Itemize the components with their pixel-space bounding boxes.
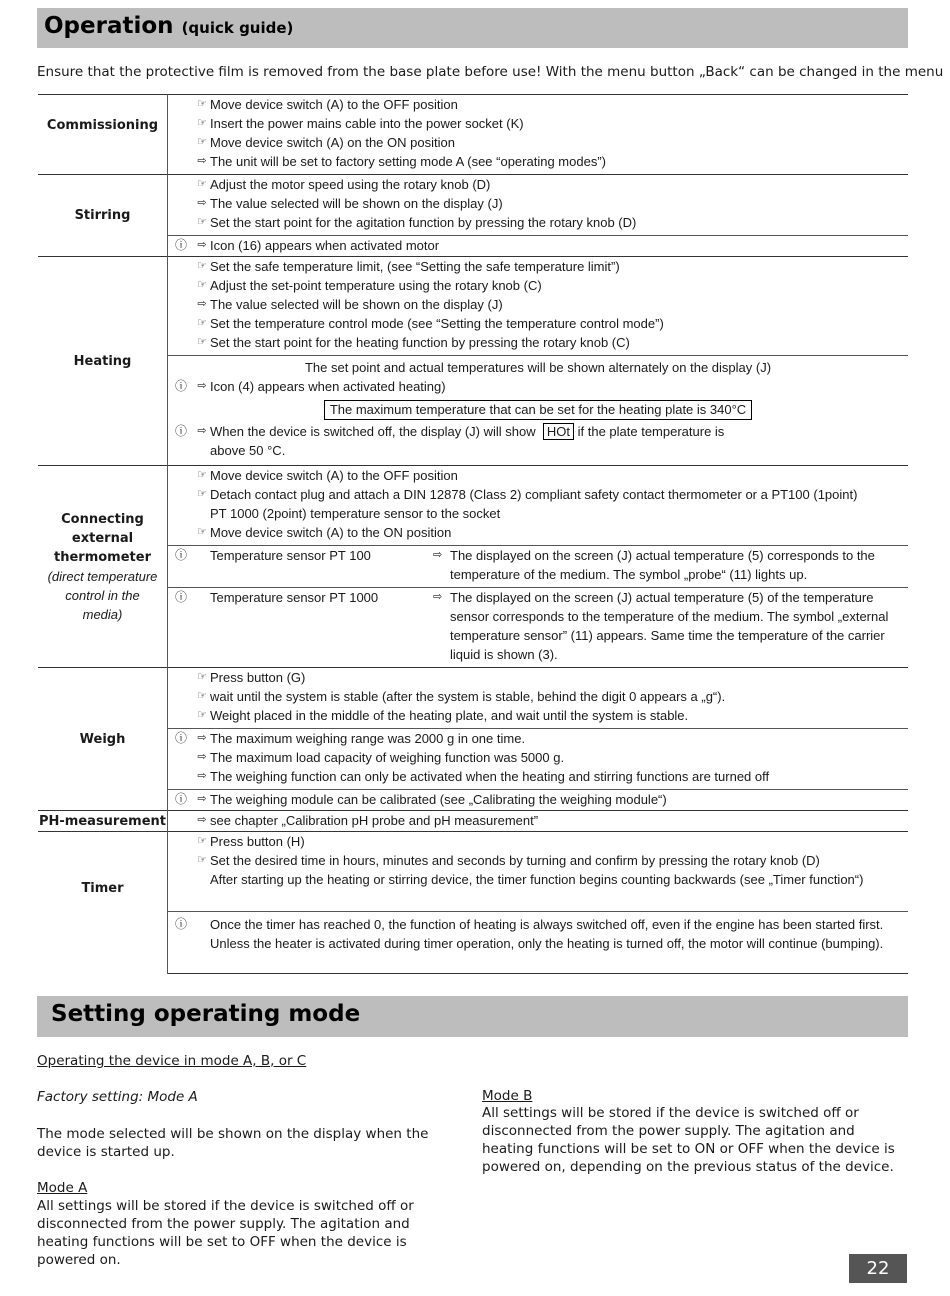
- arrow-icon: ⇨: [197, 155, 207, 167]
- info-icon: ⓘ: [175, 590, 188, 604]
- section-header-operation: [37, 8, 908, 48]
- hot-indicator: HOt: [543, 423, 574, 440]
- info-icon: ⓘ: [175, 917, 188, 931]
- hand-icon: ☞: [197, 178, 207, 190]
- mode-a-title: Mode A: [37, 1180, 88, 1196]
- mode-subheading: Operating the device in mode A, B, or C: [37, 1053, 307, 1069]
- alternate-display-note: The set point and actual temperatures will be shown alternately on the display (J): [304, 360, 772, 375]
- info-icon: ⓘ: [175, 792, 188, 806]
- category-label: Heating: [38, 257, 168, 466]
- hand-icon: ☞: [197, 216, 207, 228]
- hand-icon: ☞: [197, 469, 207, 481]
- hand-icon: ☞: [197, 526, 207, 538]
- arrow-icon: ⇨: [197, 814, 207, 826]
- hand-icon: ☞: [197, 98, 207, 110]
- section-title: Setting operating mode: [51, 1001, 361, 1027]
- pt1000-label: Temperature sensor PT 1000: [210, 590, 379, 605]
- hand-icon: ☞: [197, 260, 207, 272]
- section-title: Operation: [44, 13, 174, 39]
- category-label: Timer: [38, 832, 168, 974]
- arrow-icon: ⇨: [433, 549, 443, 561]
- row-weigh: Weigh ☞ Press button (G) ☞ wait until the system is stable (after the system is stable, behind the digit 0 appears a „g“). ☞ Weight placed in the middle of the heating plate, and wait until the system is stable.: [38, 668, 908, 729]
- display-note: The mode selected will be shown on the display when the device is started up.: [37, 1126, 429, 1160]
- arrow-icon: ⇨: [197, 770, 207, 782]
- mode-b-text: All settings will be stored if the device is switched off or disconnected from the power supply. The agitation and heating functions will be set to ON or OFF when the device is powered on, depending on the previous status of the device.: [482, 1105, 895, 1175]
- category-label: PH-measurement: [38, 811, 168, 832]
- info-icon: ⓘ: [175, 731, 188, 745]
- arrow-icon: ⇨: [197, 298, 207, 310]
- info-icon: ⓘ: [175, 379, 188, 393]
- max-temperature-box: The maximum temperature that can be set for the heating plate is 340°C: [324, 400, 752, 420]
- intro-text: Ensure that the protective film is removed from the base plate before use! With the menu button „Back“ can be changed in the menu: [37, 64, 944, 80]
- arrow-icon: ⇨: [433, 591, 443, 603]
- section-subtitle: (quick guide): [181, 19, 294, 37]
- row-timer: Timer ☞ Press button (H) ☞ Set the desired time in hours, minutes and seconds by turning and confirm by pressing the rotary knob (D) After starting up the heating or stirring device, the timer function begins counting backwards (see „Timer function“): [38, 832, 908, 912]
- page-number: 22: [849, 1254, 907, 1283]
- hand-icon: ☞: [197, 136, 207, 148]
- arrow-icon: ⇨: [197, 197, 207, 209]
- hand-icon: ☞: [197, 488, 207, 500]
- hand-icon: ☞: [197, 117, 207, 129]
- quick-guide-table: Commissioning ☞ Move device switch (A) to the OFF position ☞ Insert the power mains cable into the power socket (K) ☞ Move device switch (A) on the ON position ⇨ The unit will be set to factory setting mode A (see “operating modes”) Stirring ☞ Adjust the motor speed using the rotary knob (D) ⇨ The value selected will be shown on the display (J) ☞ Set the start point for the agitation function by pressing the rotary knob (D) ⓘ ⇨ Icon (16) appears when activated motor Heating ☞ Set the safe temperature limit, (see “Setting the safe temperature limit”) ☞ Adjust the set-point temperature using the rotary knob (C) ⇨ The value selected will be shown on the display (J) ☞ Set the temperature control mode (see “Setting the temperature control mode”) ☞ Set the start point for the heating function by pressing the rotary knob (C) The set point and actual temperatures will be shown alternately on the display (J) ⓘ ⇨ Icon (4) appears when activated heating) The maximum temperature that can be set for the heating plate is 340°C ⓘ ⇨ When the device is switched off, the display (J) will show HOt if the plate temperature is above 50 °C. Connecting external thermometer (direct temperature control in the media) ☞ Move device switch (A) to the OFF position ☞ Detach contact plug and attach a DIN 12878 (Class 2) compliant safety contact thermometer or a PT100 (1point) PT 1000 (2point) temperature sensor to the socket ☞ Move device switch (A) to the ON position ⓘ Temperature sensor PT 100 ⇨ The displayed on the screen (J) actual temperature (5) corresponds to the temperature of the medium. The symbol „probe“ (11) lights up. ⓘ Temperature sensor PT 1000 ⇨ The displayed on the screen (J) actual temperature (5) of the temperature sensor corresponds to the temperature of the medium. The symbol „external temperature sensor” (11) appears. Same time the temperature of the carrier liquid is shown (3). Weigh ☞ Press button (G) ☞ wait until the system is stable (after the system is stable, behind the digit 0 appears a „g“). ☞ Weight placed in the middle of the heating plate, and wait until the system is stable. ⓘ ⇨ The maximum weighing range was 2000 g in one time. ⇨ The maximum load capacity of weighing function was 5000 g. ⇨ The weighing function can only be activated when the heating and stirring functions are turned off ⓘ ⇨ The weighing module can be calibrated (see „Calibrating the weighing module“) PH-measurement ⇨ see chapter „Calibration pH probe and pH measurement” Timer ☞ Press button (H) ☞ Set the desired time in hours, minutes and seconds by turning and confirm by pressing the rotary knob (D) After starting up the heating or stirring device, the timer function begins counting backwards (see „Timer function“) ⓘ Once the timer has reached 0, the function of heating is always switched off, even if the engine has been started first. Unless the heater is activated during timer operation, only the heating is turned off, the motor will continue (bumping).: [38, 94, 908, 974]
- info-icon: ⓘ: [175, 548, 188, 562]
- hand-icon: ☞: [197, 279, 207, 291]
- mode-a-text: All settings will be stored if the device is switched off or disconnected from the power supply. The agitation and heating functions will be set to OFF when the device is powered on.: [37, 1198, 414, 1268]
- category-label: Weigh: [38, 668, 168, 811]
- hand-icon: ☞: [197, 690, 207, 702]
- hand-icon: ☞: [197, 835, 207, 847]
- category-label: Connecting external thermometer (direct temperature control in the media): [38, 466, 168, 668]
- row-commissioning: Commissioning ☞ Move device switch (A) to the OFF position ☞ Insert the power mains cable into the power socket (K) ☞ Move device switch (A) on the ON position ⇨ The unit will be set to factory setting mode A (see “operating modes”): [38, 95, 908, 175]
- arrow-icon: ⇨: [197, 239, 207, 251]
- arrow-icon: ⇨: [197, 793, 207, 805]
- factory-setting: Factory setting: Mode A: [37, 1089, 198, 1105]
- arrow-icon: ⇨: [197, 425, 207, 437]
- row-ph-measurement: PH-measurement ⇨ see chapter „Calibration pH probe and pH measurement”: [38, 811, 908, 832]
- row-stirring: Stirring ☞ Adjust the motor speed using the rotary knob (D) ⇨ The value selected will be shown on the display (J) ☞ Set the start point for the agitation function by pressing the rotary knob (D): [38, 175, 908, 236]
- hand-icon: ☞: [197, 854, 207, 866]
- info-icon: ⓘ: [175, 424, 188, 438]
- arrow-icon: ⇨: [197, 751, 207, 763]
- row-external-thermometer: Connecting external thermometer (direct temperature control in the media) ☞ Move device switch (A) to the OFF position ☞ Detach contact plug and attach a DIN 12878 (Class 2) compliant safety contact thermometer or a PT100 (1point) PT 1000 (2point) temperature sensor to the socket ☞ Move device switch (A) to the ON position: [38, 466, 908, 546]
- mode-b-title: Mode B: [482, 1088, 533, 1104]
- category-label: Stirring: [38, 175, 168, 257]
- hand-icon: ☞: [197, 336, 207, 348]
- section-header-operating-mode: [37, 996, 908, 1037]
- info-icon: ⓘ: [175, 238, 188, 252]
- pt100-label: Temperature sensor PT 100: [210, 548, 371, 563]
- arrow-icon: ⇨: [197, 732, 207, 744]
- pt100-text: The displayed on the screen (J) actual temperature (5) corresponds to the temperature of the medium. The symbol „probe“ (11) lights up.: [450, 548, 875, 582]
- category-label: Commissioning: [38, 95, 168, 175]
- hand-icon: ☞: [197, 317, 207, 329]
- row-heating: Heating ☞ Set the safe temperature limit, (see “Setting the safe temperature limit”) ☞ Adjust the set-point temperature using the rotary knob (C) ⇨ The value selected will be shown on the display (J) ☞ Set the temperature control mode (see “Setting the temperature control mode”) ☞ Set the start point for the heating function by pressing the rotary knob (C): [38, 257, 908, 356]
- arrow-icon: ⇨: [197, 380, 207, 392]
- pt1000-text: The displayed on the screen (J) actual temperature (5) of the temperature sensor corresponds to the temperature of the medium. The symbol „external temperature sensor” (11) appears. Same time the temperature of the carrier liquid is shown (3).: [450, 590, 889, 662]
- hand-icon: ☞: [197, 709, 207, 721]
- hand-icon: ☞: [197, 671, 207, 683]
